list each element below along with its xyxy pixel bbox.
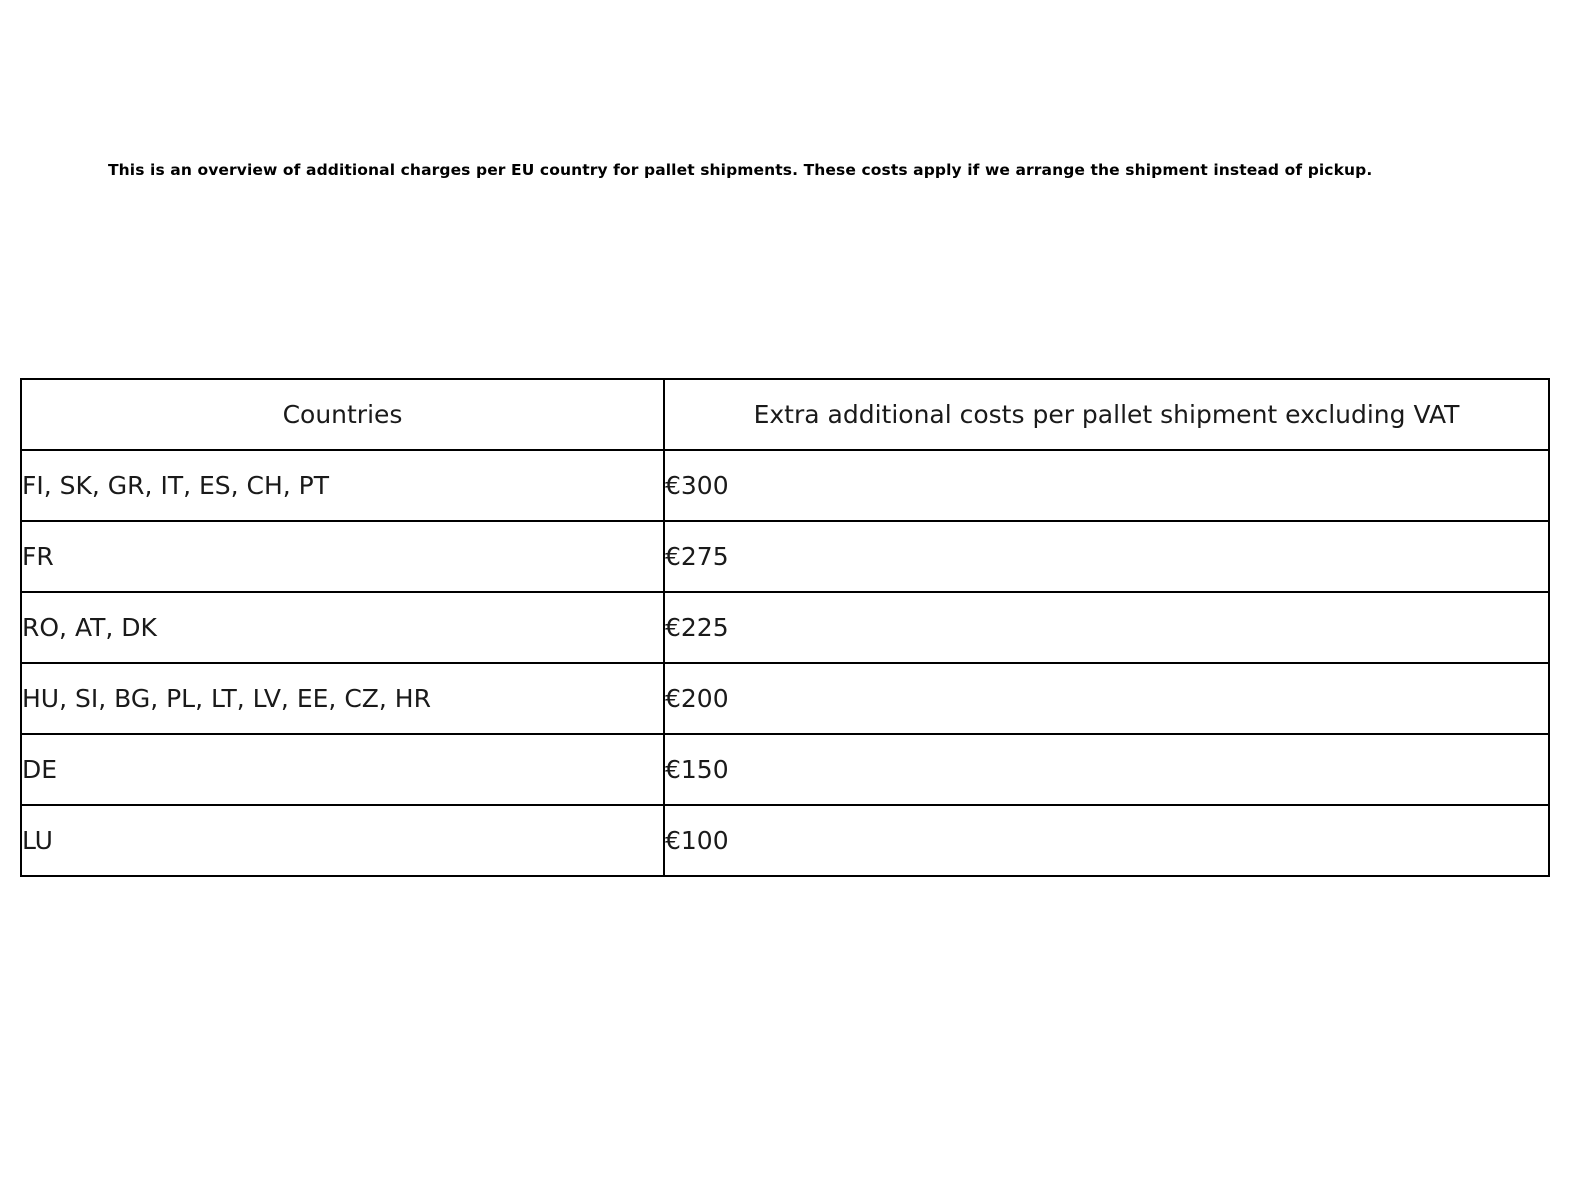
cell-countries: FI, SK, GR, IT, ES, CH, PT [21, 450, 664, 521]
table-header-row [21, 379, 1549, 450]
column-header-countries: Countries [21, 379, 664, 450]
cell-cost: €150 [664, 734, 1549, 805]
table-row [21, 521, 1549, 592]
cell-cost: €275 [664, 521, 1549, 592]
table-row [21, 734, 1549, 805]
cell-countries: HU, SI, BG, PL, LT, LV, EE, CZ, HR [21, 663, 664, 734]
cell-cost: €300 [664, 450, 1549, 521]
table-row [21, 592, 1549, 663]
table-row [21, 450, 1549, 521]
charges-table-container [20, 378, 1548, 877]
cell-countries: RO, AT, DK [21, 592, 664, 663]
cell-cost: €200 [664, 663, 1549, 734]
intro-paragraph: This is an overview of additional charges per EU country for pallet shipments. These costs apply if we arrange the shipment instead of pickup. [108, 161, 1373, 179]
charges-table [20, 378, 1550, 877]
cell-countries: DE [21, 734, 664, 805]
cell-countries: LU [21, 805, 664, 876]
table-row [21, 805, 1549, 876]
cell-cost: €225 [664, 592, 1549, 663]
cell-cost: €100 [664, 805, 1549, 876]
table-row [21, 663, 1549, 734]
cell-countries: FR [21, 521, 664, 592]
column-header-costs: Extra additional costs per pallet shipment excluding VAT [664, 379, 1549, 450]
